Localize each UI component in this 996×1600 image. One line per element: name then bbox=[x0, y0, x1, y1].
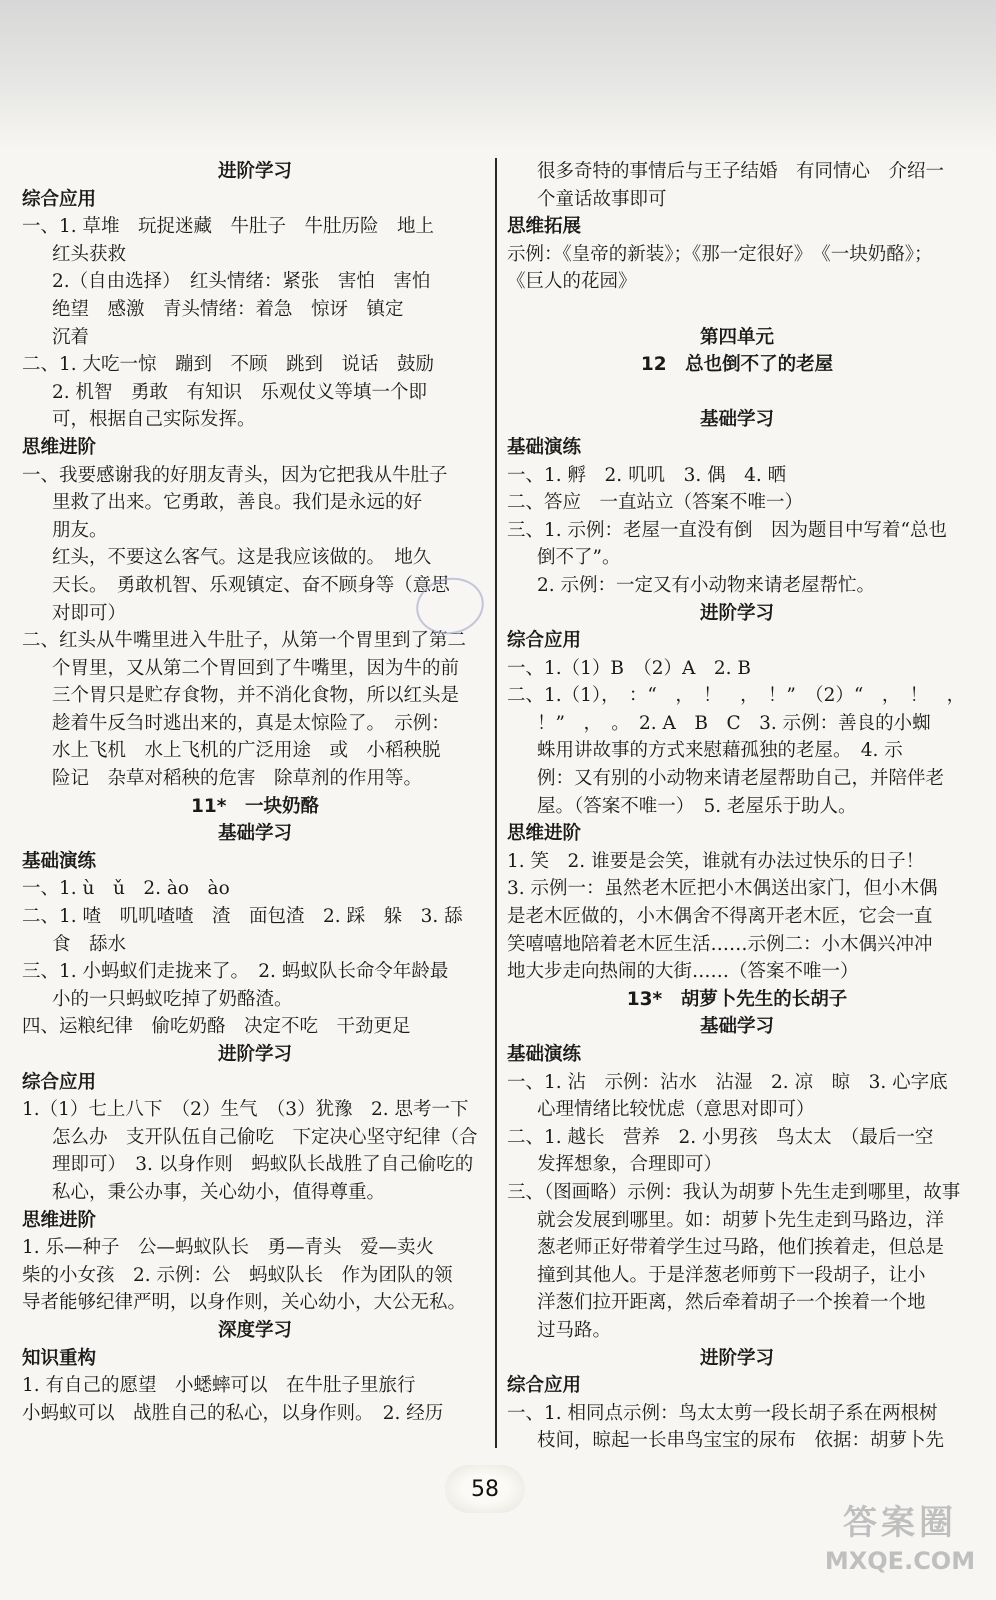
answer-line: 三、（图画略）示例：我认为胡萝卜先生走到哪里，故事 bbox=[507, 1181, 961, 1203]
left-column bbox=[22, 158, 488, 1427]
answer-line: 四、运粮纪律 偷吃奶酪 决定不吃 干劲更足 bbox=[22, 1016, 411, 1038]
subsection-heading: 综合应用 bbox=[22, 188, 97, 210]
answer-line: 二、答应 一直站立（答案不唯一） bbox=[507, 492, 804, 514]
answer-line: 食 舔水 bbox=[52, 933, 127, 955]
answer-line: 2. 机智 勇敢 有知识 乐观仗义等填一个即 bbox=[52, 381, 428, 403]
answer-line: 二、1.（1）， ：“ ， ！ ， ！” （2）“ ， ！ ， bbox=[507, 685, 966, 707]
answer-line: 小蚂蚁可以 战胜自己的私心，以身作则。 2. 经历 bbox=[22, 1402, 444, 1424]
answer-line: 个童话故事即可 bbox=[537, 188, 667, 210]
answer-line: 3. 示例一：虽然老木匠把小木偶送出家门，但小木偶 bbox=[507, 878, 938, 900]
page-number: 58 bbox=[445, 1465, 525, 1513]
section-title: 11* 一块奶酪 bbox=[191, 795, 319, 817]
answer-line: 倒不了”。 bbox=[537, 547, 621, 569]
answer-line: 洋葱们拉开距离，然后牵着胡子一个挨着一个地 bbox=[537, 1292, 926, 1314]
answer-line: 一、1. 草堆 玩捉迷藏 牛肚子 牛肚历险 地上 bbox=[22, 216, 435, 238]
answer-line: 一、我要感谢我的好朋友青头，因为它把我从牛肚子 bbox=[22, 464, 448, 486]
section-title: 基础学习 bbox=[699, 1016, 774, 1038]
answer-line: 里救了出来。它勇敢，善良。我们是永远的好 bbox=[52, 492, 423, 514]
answer-line: 《巨人的花园》 bbox=[507, 271, 637, 293]
answer-line: 理即可） 3. 以身作则 蚂蚁队长战胜了自己偷吃的 bbox=[52, 1154, 474, 1176]
answer-line: 朋友。 bbox=[52, 519, 108, 541]
answer-line: 蛛用讲故事的方式来慰藉孤独的老屋。 4. 示 bbox=[537, 740, 903, 762]
watermark-logo bbox=[820, 1500, 980, 1590]
answer-line: 怎么办 支开队伍自己偷吃 下定决心坚守纪律（合 bbox=[52, 1126, 478, 1148]
section-title: 12 总也倒不了的老屋 bbox=[640, 354, 834, 376]
answer-line: 柴的小女孩 2. 示例：公 蚂蚁队长 作为团队的领 bbox=[22, 1264, 453, 1286]
answer-line: 地大步走向热闹的大街……（答案不唯一） bbox=[507, 961, 859, 983]
answer-line: 屋。（答案不唯一） 5. 老屋乐于助人。 bbox=[537, 795, 857, 817]
section-title: 进阶学习 bbox=[217, 161, 292, 182]
answer-line: 可，根据自己实际发挥。 bbox=[52, 409, 256, 431]
answer-line: 一、1. 孵 2. 叽叽 3. 偶 4. 晒 bbox=[507, 464, 787, 486]
answer-line: 对即可） bbox=[52, 602, 127, 624]
answer-line: 三个胃只是贮存食物，并不消化食物，所以红头是 bbox=[52, 685, 460, 707]
answer-line: 二、1. 越长 营养 2. 小男孩 鸟太太 （最后一空 bbox=[507, 1126, 934, 1148]
answer-line: 过马路。 bbox=[537, 1319, 612, 1341]
subsection-heading: 思维进阶 bbox=[22, 1209, 97, 1231]
watermark-title: 答案圈 bbox=[843, 1503, 957, 1543]
watermark-url: MXQE.COM bbox=[824, 1547, 976, 1575]
answer-line: 一、1. 相同点示例：鸟太太剪一段长胡子系在两根树 bbox=[507, 1402, 938, 1424]
answer-line: 就会发展到哪里。如：胡萝卜先生走到马路边，洋 bbox=[537, 1209, 945, 1231]
answer-line: 一、1. 沾 示例：沾水 沾湿 2. 凉 晾 3. 心字底 bbox=[507, 1071, 948, 1093]
answer-line: 二、1. 大吃一惊 蹦到 不顾 跳到 说话 鼓励 bbox=[22, 354, 435, 376]
answer-line: 二、1. 喳 叽叽喳喳 渣 面包渣 2. 踩 躲 3. 舔 bbox=[22, 906, 463, 928]
answer-line: 红头，不要这么客气。这是我应该做的。 地久 bbox=[52, 547, 432, 569]
right-column bbox=[507, 158, 967, 1455]
answer-line: 红头获救 bbox=[52, 243, 127, 265]
answer-line: 1. 笑 2. 谁要是会笑，谁就有办法过快乐的日子！ bbox=[507, 850, 925, 872]
answer-line: 沉着 bbox=[52, 326, 90, 348]
answer-line: 水上飞机 水上飞机的广泛用途 或 小稻秧脱 bbox=[52, 740, 441, 762]
subsection-heading: 基础演练 bbox=[507, 1044, 582, 1065]
answer-line bbox=[507, 296, 967, 324]
answer-line: 趁着牛反刍时逃出来的，真是太惊险了。 示例： bbox=[52, 712, 450, 734]
section-title: 进阶学习 bbox=[217, 1044, 292, 1065]
answer-line: 葱老师正好带着学生过马路，他们挨着走，但总是 bbox=[537, 1237, 945, 1259]
answer-line: 个胃里，又从第二个胃回到了牛嘴里，因为牛的前 bbox=[52, 657, 460, 679]
answer-line: 2.（自由选择） 红头情绪：紧张 害怕 害怕 bbox=[52, 271, 431, 293]
answer-line: 1. 有自己的愿望 小蟋蟀可以 在牛肚子里旅行 bbox=[22, 1375, 416, 1397]
answer-line: 二、红头从牛嘴里进入牛肚子，从第一个胃里到了第二 bbox=[22, 630, 467, 652]
answer-line: 一、1.（1）B （2）A 2. B bbox=[507, 657, 752, 679]
answer-line: 天长。 勇敢机智、乐观镇定、奋不顾身等（意思 bbox=[52, 574, 450, 596]
answer-line: 很多奇特的事情后与王子结婚 有同情心 介绍一 bbox=[537, 161, 945, 182]
section-title: 进阶学习 bbox=[699, 602, 774, 624]
answer-line: 发挥想象，合理即可） bbox=[537, 1154, 723, 1176]
scan-top-shading bbox=[0, 0, 996, 150]
answer-line: 例：又有别的小动物来请老屋帮助自己，并陪伴老 bbox=[537, 768, 945, 790]
section-title: 13* 胡萝卜先生的长胡子 bbox=[626, 988, 848, 1010]
answer-line: 导者能够纪律严明，以身作则，关心幼小，大公无私。 bbox=[22, 1292, 467, 1314]
subsection-heading: 思维进阶 bbox=[507, 823, 582, 845]
answer-line: 绝望 感激 青头情绪：着急 惊讶 镇定 bbox=[52, 298, 404, 320]
subsection-heading: 基础演练 bbox=[22, 850, 97, 872]
answer-line: 小的一只蚂蚁吃掉了奶酪渣。 bbox=[52, 988, 293, 1010]
answer-line: 私心，秉公办事，关心幼小，值得尊重。 bbox=[52, 1181, 386, 1203]
subsection-heading: 思维进阶 bbox=[22, 436, 97, 458]
answer-line: 三、1. 示例：老屋一直没有倒 因为题目中写着“总也 bbox=[507, 519, 947, 541]
subsection-heading: 综合应用 bbox=[507, 1375, 582, 1397]
answer-line: 险记 杂草对稻秧的危害 除草剂的作用等。 bbox=[52, 768, 423, 790]
answer-line: 笑嘻嘻地陪着老木匠生活……示例二：小木偶兴冲冲 bbox=[507, 933, 933, 955]
section-title: 第四单元 bbox=[699, 326, 774, 348]
answer-line: 是老木匠做的，小木偶舍不得离开老木匠，它会一直 bbox=[507, 906, 933, 928]
section-title: 基础学习 bbox=[217, 823, 292, 845]
answer-line: 示例：《皇帝的新装》；《那一定很好》 《一块奶酪》； bbox=[507, 243, 933, 265]
subsection-heading: 思维拓展 bbox=[507, 216, 582, 238]
section-title: 基础学习 bbox=[699, 409, 774, 431]
section-title: 深度学习 bbox=[217, 1319, 292, 1341]
subsection-heading: 综合应用 bbox=[507, 630, 582, 652]
answer-line: 三、1. 小蚂蚁们走拢来了。 2. 蚂蚁队长命令年龄最 bbox=[22, 961, 449, 983]
column-divider bbox=[495, 158, 497, 1448]
answer-line: 1.（1）七上八下 （2）生气 （3）犹豫 2. 思考一下 bbox=[22, 1099, 469, 1121]
answer-line bbox=[507, 379, 967, 407]
answer-line: 枝间，晾起一长串鸟宝宝的尿布 依据：胡萝卜先 bbox=[537, 1430, 945, 1452]
section-title: 进阶学习 bbox=[699, 1347, 774, 1369]
answer-line: 一、1. ù ǔ 2. ào ào bbox=[22, 878, 230, 900]
answer-line: 撞到其他人。于是洋葱老师剪下一段胡子，让小 bbox=[537, 1264, 926, 1286]
subsection-heading: 基础演练 bbox=[507, 436, 582, 458]
answer-line: 心理情绪比较忧虑（意思对即可） bbox=[537, 1099, 815, 1121]
answer-line: 2. 示例：一定又有小动物来请老屋帮忙。 bbox=[537, 574, 876, 596]
subsection-heading: 综合应用 bbox=[22, 1071, 97, 1093]
answer-line: 1. 乐—种子 公—蚂蚁队长 勇—青头 爱—卖火 bbox=[22, 1237, 435, 1259]
subsection-heading: 知识重构 bbox=[22, 1347, 97, 1369]
answer-line: ！” ， 。 2. A B C 3. 示例：善良的小蜘 bbox=[537, 712, 931, 734]
